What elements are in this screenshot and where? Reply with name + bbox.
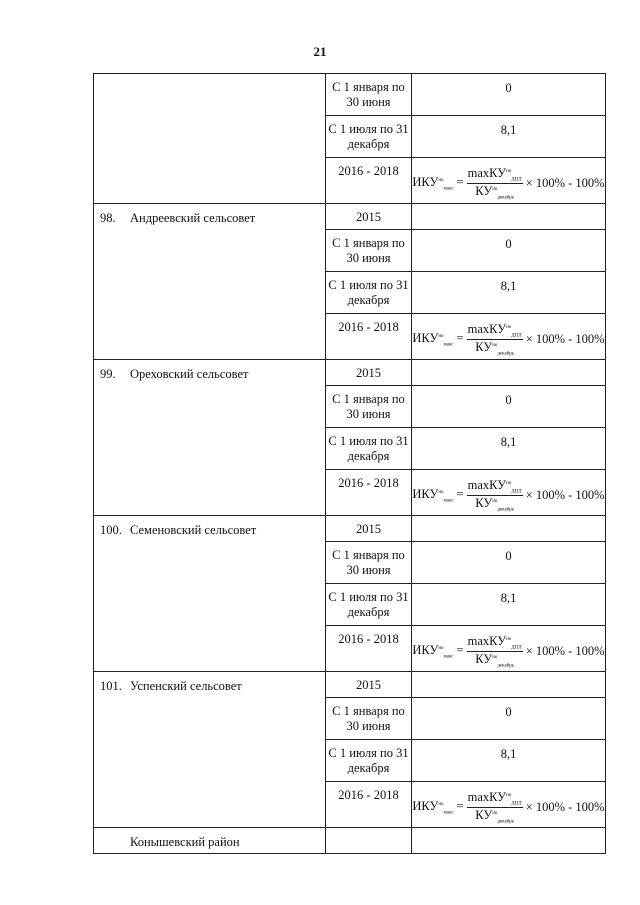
value-cell bbox=[412, 672, 606, 698]
value-cell bbox=[412, 828, 606, 854]
period-cell: 2015 bbox=[326, 204, 412, 230]
value-cell: 8,1 bbox=[412, 740, 606, 782]
section-name: Успенский сельсовет bbox=[130, 679, 242, 693]
tariff-table bbox=[93, 73, 606, 854]
value-cell: 0 bbox=[412, 230, 606, 272]
section-name: Ореховский сельсовет bbox=[130, 367, 249, 381]
section-number: 100. bbox=[100, 523, 122, 537]
period-cell bbox=[326, 828, 412, 854]
period-cell: С 1 июля по 31 декабря bbox=[326, 272, 412, 314]
table-row bbox=[94, 672, 606, 698]
municipality-cell bbox=[94, 360, 326, 516]
section-number: 99. bbox=[100, 367, 116, 381]
period-cell: С 1 января по 30 июня bbox=[326, 230, 412, 272]
value-cell bbox=[412, 360, 606, 386]
period-cell: 2016 - 2018 bbox=[326, 314, 412, 360]
municipality-cell bbox=[94, 516, 326, 672]
formula-lhs: $ИКУ^{но}_{макс}$ = bbox=[412, 642, 464, 660]
period-cell: 2016 - 2018 bbox=[326, 626, 412, 672]
formula-lhs: $ИКУ^{но}_{макс}$ = bbox=[412, 174, 464, 192]
period-cell: С 1 июля по 31 декабря bbox=[326, 740, 412, 782]
formula-lhs: $ИКУ^{но}_{макс}$ = bbox=[412, 330, 464, 348]
period-cell: 2015 bbox=[326, 672, 412, 698]
period-cell: С 1 июля по 31 декабря bbox=[326, 584, 412, 626]
section-name: Семеновский сельсовет bbox=[130, 523, 257, 537]
period-cell: С 1 июля по 31 декабря bbox=[326, 116, 412, 158]
period-cell: 2015 bbox=[326, 516, 412, 542]
period-cell: С 1 июля по 31 декабря bbox=[326, 428, 412, 470]
value-cell: 0 bbox=[412, 542, 606, 584]
formula-lhs: $ИКУ^{но}_{макс}$ = bbox=[412, 798, 464, 816]
district-name: Конышевский район bbox=[130, 835, 240, 849]
period-cell: 2016 - 2018 bbox=[326, 470, 412, 516]
formula-fraction: $\frac{\max КУ^{но}_{ДПЛ}}{КУ^{но}_{декабрь}}$ bbox=[467, 790, 522, 824]
section-number: 101. bbox=[100, 679, 122, 693]
municipality-cell bbox=[94, 74, 326, 204]
section-name: Андреевский сельсовет bbox=[130, 211, 256, 225]
value-cell: 8,1 bbox=[412, 116, 606, 158]
formula-lhs: $ИКУ^{но}_{макс}$ = bbox=[412, 486, 464, 504]
value-cell: 0 bbox=[412, 74, 606, 116]
value-cell bbox=[412, 204, 606, 230]
value-cell bbox=[412, 516, 606, 542]
formula-fraction: $\frac{\max КУ^{но}_{ДПЛ}}{КУ^{но}_{декабрь}}$ bbox=[467, 478, 522, 512]
formula-fraction: $\frac{\max КУ^{но}_{ДПЛ}}{КУ^{но}_{декабрь}}$ bbox=[467, 322, 522, 356]
table-row bbox=[94, 360, 606, 386]
formula-cell: $ИКУ^{но}_{макс}$ = $\frac{\max КУ^{но}_{ДПЛ}}{КУ^{но}_{декабрь}}$ × 100% - 100% bbox=[412, 782, 606, 828]
formula-fraction: $\frac{\max КУ^{но}_{ДПЛ}}{КУ^{но}_{декабрь}}$ bbox=[467, 634, 522, 668]
period-cell: С 1 января по 30 июня bbox=[326, 386, 412, 428]
period-cell: 2015 bbox=[326, 360, 412, 386]
district-cell bbox=[94, 828, 326, 854]
section-number: 98. bbox=[100, 211, 116, 225]
municipality-cell bbox=[94, 204, 326, 360]
value-cell: 8,1 bbox=[412, 584, 606, 626]
table-row bbox=[94, 74, 606, 116]
formula-cell: $ИКУ^{но}_{макс}$ = $\frac{\max КУ^{но}_{ДПЛ}}{КУ^{но}_{декабрь}}$ × 100% - 100% bbox=[412, 470, 606, 516]
period-cell: С 1 января по 30 июня bbox=[326, 698, 412, 740]
table-row bbox=[94, 828, 606, 854]
period-cell: 2016 - 2018 bbox=[326, 158, 412, 204]
value-cell: 0 bbox=[412, 386, 606, 428]
municipality-cell bbox=[94, 672, 326, 828]
value-cell: 8,1 bbox=[412, 428, 606, 470]
page-number: 21 bbox=[313, 44, 327, 59]
formula-cell: $ИКУ^{но}_{макс}$ = $\frac{\max КУ^{но}_{ДПЛ}}{КУ^{но}_{декабрь}}$ × 100% - 100% bbox=[412, 158, 606, 204]
formula-fraction: $\frac{\max КУ^{но}_{ДПЛ}}{КУ^{но}_{декабрь}}$ bbox=[467, 166, 522, 200]
formula-cell: $ИКУ^{но}_{макс}$ = $\frac{\max КУ^{но}_{ДПЛ}}{КУ^{но}_{декабрь}}$ × 100% - 100% bbox=[412, 626, 606, 672]
table-row bbox=[94, 516, 606, 542]
value-cell: 8,1 bbox=[412, 272, 606, 314]
formula-cell: $ИКУ^{но}_{макс}$ = $\frac{\max КУ^{но}_{ДПЛ}}{КУ^{но}_{декабрь}}$ × 100% - 100% bbox=[412, 314, 606, 360]
period-cell: С 1 января по 30 июня bbox=[326, 542, 412, 584]
period-cell: С 1 января по 30 июня bbox=[326, 74, 412, 116]
value-cell: 0 bbox=[412, 698, 606, 740]
table-row bbox=[94, 204, 606, 230]
period-cell: 2016 - 2018 bbox=[326, 782, 412, 828]
